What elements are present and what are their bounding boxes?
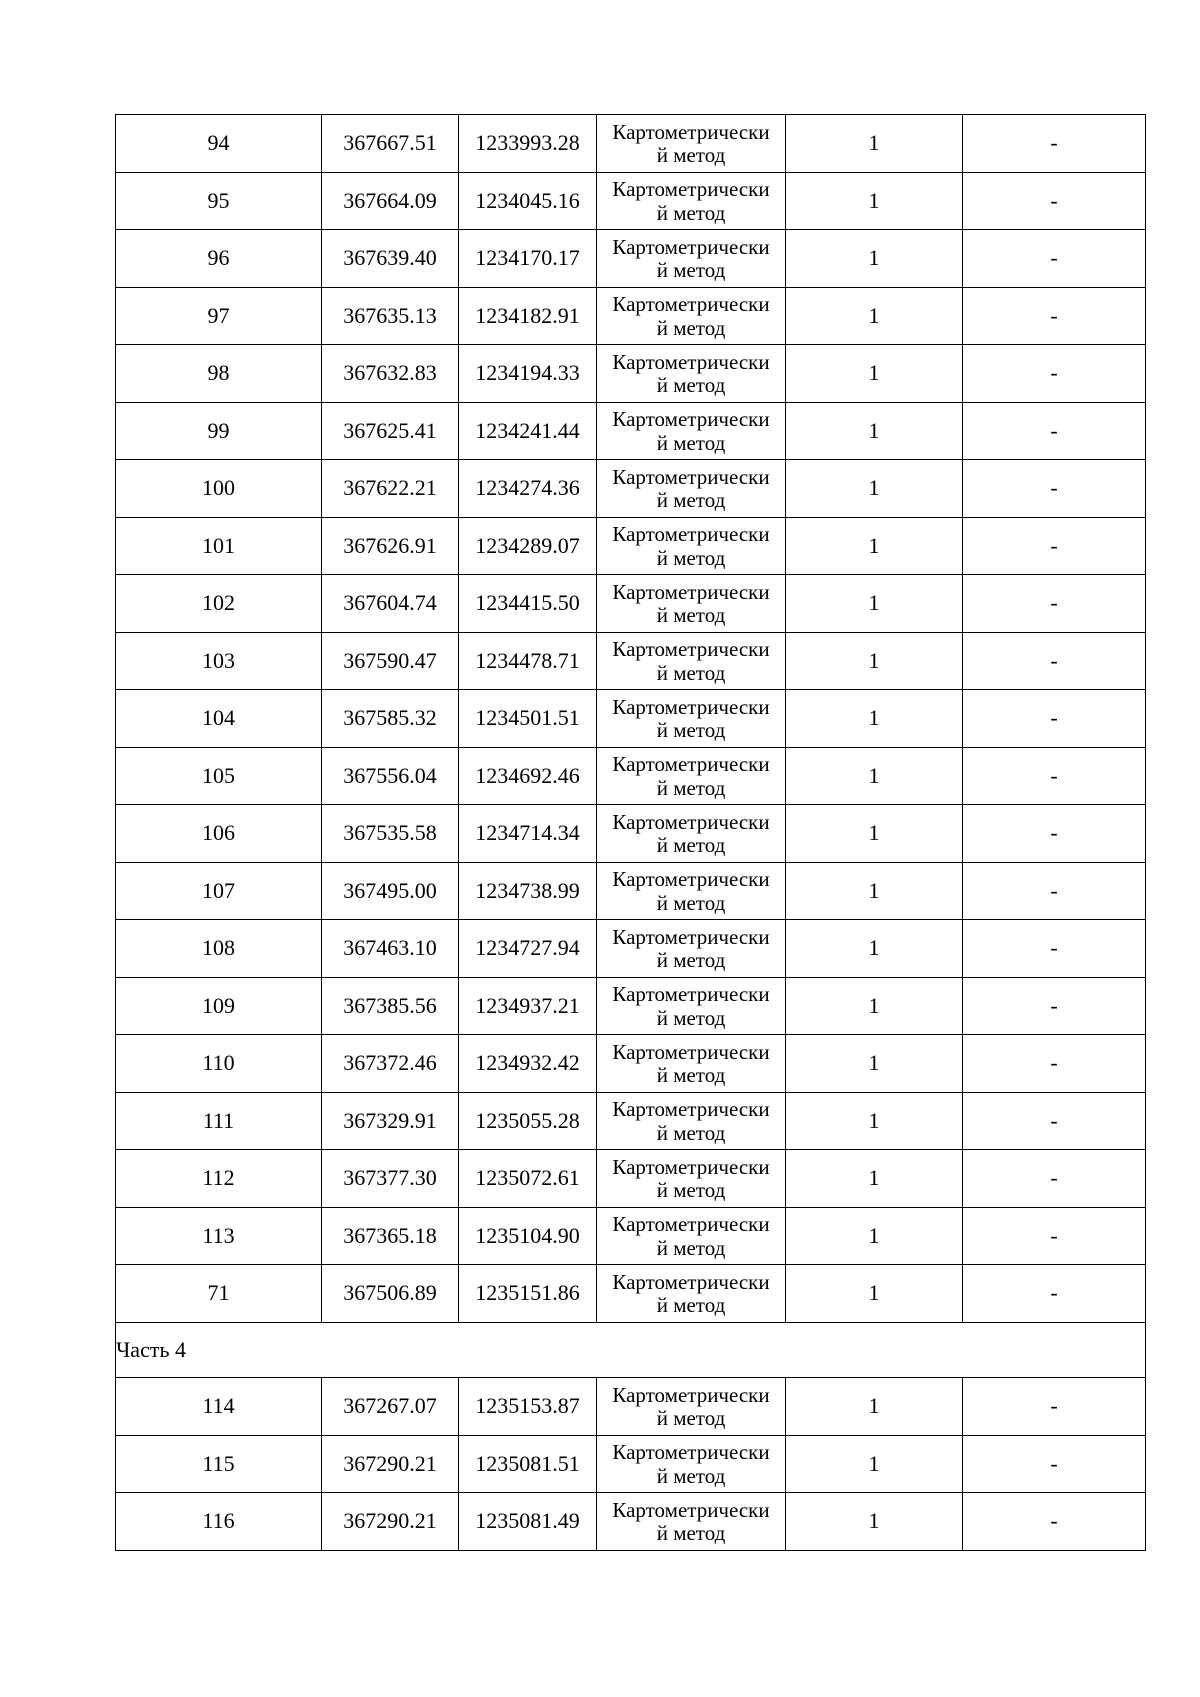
x-coordinate-cell: 367626.91 — [322, 517, 459, 575]
description-cell: - — [963, 575, 1146, 633]
method-line-1: Картометрически — [612, 1269, 770, 1294]
accuracy-cell: 1 — [786, 517, 963, 575]
section-label: Часть 4 — [116, 1322, 1146, 1378]
table-row — [116, 747, 1146, 805]
accuracy-cell: 1 — [786, 1435, 963, 1493]
description-cell: - — [963, 287, 1146, 345]
table-row — [116, 402, 1146, 460]
method-cell — [597, 1265, 786, 1323]
method-line-1: Картометрически — [612, 1097, 770, 1122]
method-cell — [597, 690, 786, 748]
point-number-cell: 101 — [116, 517, 322, 575]
method-line-2: й метод — [656, 200, 726, 225]
x-coordinate-cell: 367639.40 — [322, 230, 459, 288]
x-coordinate-cell: 367365.18 — [322, 1207, 459, 1265]
method-line-1: Картометрически — [612, 1039, 770, 1064]
description-cell: - — [963, 230, 1146, 288]
method-line-2: й метод — [656, 373, 726, 398]
method-line-2: й метод — [656, 1521, 726, 1546]
x-coordinate-cell: 367463.10 — [322, 920, 459, 978]
accuracy-cell: 1 — [786, 1493, 963, 1551]
table-row — [116, 977, 1146, 1035]
table-row — [116, 1378, 1146, 1436]
method-cell — [597, 460, 786, 518]
table-row — [116, 1435, 1146, 1493]
description-cell: - — [963, 1035, 1146, 1093]
description-cell: - — [963, 977, 1146, 1035]
y-coordinate-cell: 1234194.33 — [459, 345, 597, 403]
x-coordinate-cell: 367556.04 — [322, 747, 459, 805]
coordinates-table — [115, 114, 1146, 1551]
method-line-2: й метод — [656, 1463, 726, 1488]
accuracy-cell: 1 — [786, 977, 963, 1035]
method-line-1: Картометрически — [612, 982, 770, 1007]
y-coordinate-cell: 1235104.90 — [459, 1207, 597, 1265]
y-coordinate-cell: 1234182.91 — [459, 287, 597, 345]
point-number-cell: 115 — [116, 1435, 322, 1493]
method-line-1: Картометрически — [612, 694, 770, 719]
accuracy-cell: 1 — [786, 402, 963, 460]
table-row — [116, 1265, 1146, 1323]
point-number-cell: 107 — [116, 862, 322, 920]
x-coordinate-cell: 367667.51 — [322, 115, 459, 173]
accuracy-cell: 1 — [786, 690, 963, 748]
method-line-1: Картометрически — [612, 119, 770, 144]
description-cell: - — [963, 1150, 1146, 1208]
accuracy-cell: 1 — [786, 287, 963, 345]
description-cell: - — [963, 402, 1146, 460]
method-line-1: Картометрически — [612, 867, 770, 892]
table-row — [116, 172, 1146, 230]
description-cell: - — [963, 1207, 1146, 1265]
method-line-2: й метод — [656, 1293, 726, 1318]
method-line-2: й метод — [656, 775, 726, 800]
description-cell: - — [963, 1435, 1146, 1493]
method-cell — [597, 402, 786, 460]
table-row — [116, 460, 1146, 518]
x-coordinate-cell: 367604.74 — [322, 575, 459, 633]
y-coordinate-cell: 1234241.44 — [459, 402, 597, 460]
method-line-1: Картометрически — [612, 177, 770, 202]
table-row — [116, 575, 1146, 633]
method-line-1: Картометрически — [612, 1440, 770, 1465]
method-cell — [597, 172, 786, 230]
method-line-1: Картометрически — [612, 1497, 770, 1522]
accuracy-cell: 1 — [786, 1378, 963, 1436]
table-row — [116, 920, 1146, 978]
method-line-2: й метод — [656, 315, 726, 340]
y-coordinate-cell: 1235055.28 — [459, 1092, 597, 1150]
method-cell — [597, 1435, 786, 1493]
method-cell — [597, 345, 786, 403]
method-cell — [597, 1493, 786, 1551]
point-number-cell: 109 — [116, 977, 322, 1035]
method-line-2: й метод — [656, 1178, 726, 1203]
x-coordinate-cell: 367377.30 — [322, 1150, 459, 1208]
accuracy-cell: 1 — [786, 1035, 963, 1093]
method-line-1: Картометрически — [612, 579, 770, 604]
description-cell: - — [963, 1092, 1146, 1150]
x-coordinate-cell: 367535.58 — [322, 805, 459, 863]
method-line-1: Картометрически — [612, 522, 770, 547]
method-line-1: Картометрически — [612, 1382, 770, 1407]
table-row — [116, 805, 1146, 863]
point-number-cell: 110 — [116, 1035, 322, 1093]
description-cell: - — [963, 1265, 1146, 1323]
description-cell: - — [963, 1493, 1146, 1551]
x-coordinate-cell: 367625.41 — [322, 402, 459, 460]
method-cell — [597, 632, 786, 690]
point-number-cell: 100 — [116, 460, 322, 518]
table-row — [116, 690, 1146, 748]
y-coordinate-cell: 1234937.21 — [459, 977, 597, 1035]
point-number-cell: 105 — [116, 747, 322, 805]
x-coordinate-cell: 367585.32 — [322, 690, 459, 748]
accuracy-cell: 1 — [786, 1265, 963, 1323]
x-coordinate-cell: 367632.83 — [322, 345, 459, 403]
accuracy-cell: 1 — [786, 1092, 963, 1150]
x-coordinate-cell: 367329.91 — [322, 1092, 459, 1150]
description-cell: - — [963, 862, 1146, 920]
method-cell — [597, 115, 786, 173]
point-number-cell: 99 — [116, 402, 322, 460]
method-line-2: й метод — [656, 1120, 726, 1145]
y-coordinate-cell: 1233993.28 — [459, 115, 597, 173]
method-line-2: й метод — [656, 1005, 726, 1030]
method-cell — [597, 230, 786, 288]
x-coordinate-cell: 367372.46 — [322, 1035, 459, 1093]
accuracy-cell: 1 — [786, 230, 963, 288]
method-cell — [597, 920, 786, 978]
accuracy-cell: 1 — [786, 1207, 963, 1265]
x-coordinate-cell: 367635.13 — [322, 287, 459, 345]
method-line-1: Картометрически — [612, 464, 770, 489]
table-row — [116, 230, 1146, 288]
method-cell — [597, 1378, 786, 1436]
y-coordinate-cell: 1235072.61 — [459, 1150, 597, 1208]
method-line-1: Картометрически — [612, 637, 770, 662]
x-coordinate-cell: 367590.47 — [322, 632, 459, 690]
x-coordinate-cell: 367385.56 — [322, 977, 459, 1035]
method-cell — [597, 1207, 786, 1265]
description-cell: - — [963, 920, 1146, 978]
point-number-cell: 95 — [116, 172, 322, 230]
method-line-1: Картометрически — [612, 1212, 770, 1237]
point-number-cell: 98 — [116, 345, 322, 403]
y-coordinate-cell: 1234274.36 — [459, 460, 597, 518]
x-coordinate-cell: 367506.89 — [322, 1265, 459, 1323]
method-line-1: Картометрически — [612, 809, 770, 834]
section-row — [116, 1322, 1146, 1378]
y-coordinate-cell: 1234738.99 — [459, 862, 597, 920]
point-number-cell: 104 — [116, 690, 322, 748]
method-cell — [597, 1092, 786, 1150]
table-row — [116, 115, 1146, 173]
method-line-1: Картометрически — [612, 752, 770, 777]
method-cell — [597, 517, 786, 575]
table-row — [116, 632, 1146, 690]
method-cell — [597, 977, 786, 1035]
method-line-2: й метод — [656, 143, 726, 168]
table-row — [116, 1150, 1146, 1208]
table-row — [116, 517, 1146, 575]
coordinates-table-body — [116, 115, 1146, 1551]
y-coordinate-cell: 1234932.42 — [459, 1035, 597, 1093]
accuracy-cell: 1 — [786, 460, 963, 518]
method-line-2: й метод — [656, 545, 726, 570]
method-line-2: й метод — [656, 1063, 726, 1088]
accuracy-cell: 1 — [786, 632, 963, 690]
method-line-2: й метод — [656, 1235, 726, 1260]
method-line-1: Картометрически — [612, 292, 770, 317]
description-cell: - — [963, 632, 1146, 690]
accuracy-cell: 1 — [786, 115, 963, 173]
accuracy-cell: 1 — [786, 172, 963, 230]
method-line-2: й метод — [656, 488, 726, 513]
table-row — [116, 1207, 1146, 1265]
table-row — [116, 1493, 1146, 1551]
method-cell — [597, 1035, 786, 1093]
description-cell: - — [963, 1378, 1146, 1436]
method-line-2: й метод — [656, 833, 726, 858]
method-line-2: й метод — [656, 660, 726, 685]
x-coordinate-cell: 367495.00 — [322, 862, 459, 920]
point-number-cell: 103 — [116, 632, 322, 690]
method-cell — [597, 1150, 786, 1208]
y-coordinate-cell: 1235153.87 — [459, 1378, 597, 1436]
point-number-cell: 111 — [116, 1092, 322, 1150]
description-cell: - — [963, 345, 1146, 403]
method-line-2: й метод — [656, 430, 726, 455]
method-cell — [597, 747, 786, 805]
method-line-2: й метод — [656, 948, 726, 973]
accuracy-cell: 1 — [786, 1150, 963, 1208]
y-coordinate-cell: 1234289.07 — [459, 517, 597, 575]
x-coordinate-cell: 367267.07 — [322, 1378, 459, 1436]
method-line-1: Картометрически — [612, 1154, 770, 1179]
point-number-cell: 114 — [116, 1378, 322, 1436]
point-number-cell: 106 — [116, 805, 322, 863]
x-coordinate-cell: 367290.21 — [322, 1435, 459, 1493]
y-coordinate-cell: 1234727.94 — [459, 920, 597, 978]
accuracy-cell: 1 — [786, 345, 963, 403]
description-cell: - — [963, 805, 1146, 863]
y-coordinate-cell: 1235081.51 — [459, 1435, 597, 1493]
method-line-1: Картометрически — [612, 407, 770, 432]
y-coordinate-cell: 1234045.16 — [459, 172, 597, 230]
method-line-1: Картометрически — [612, 349, 770, 374]
y-coordinate-cell: 1235151.86 — [459, 1265, 597, 1323]
method-line-2: й метод — [656, 1406, 726, 1431]
table-row — [116, 287, 1146, 345]
description-cell: - — [963, 747, 1146, 805]
description-cell: - — [963, 690, 1146, 748]
method-line-2: й метод — [656, 258, 726, 283]
point-number-cell: 97 — [116, 287, 322, 345]
method-line-2: й метод — [656, 603, 726, 628]
point-number-cell: 116 — [116, 1493, 322, 1551]
y-coordinate-cell: 1235081.49 — [459, 1493, 597, 1551]
point-number-cell: 112 — [116, 1150, 322, 1208]
point-number-cell: 113 — [116, 1207, 322, 1265]
y-coordinate-cell: 1234501.51 — [459, 690, 597, 748]
y-coordinate-cell: 1234478.71 — [459, 632, 597, 690]
table-row — [116, 1092, 1146, 1150]
y-coordinate-cell: 1234692.46 — [459, 747, 597, 805]
y-coordinate-cell: 1234415.50 — [459, 575, 597, 633]
table-row — [116, 1035, 1146, 1093]
point-number-cell: 102 — [116, 575, 322, 633]
accuracy-cell: 1 — [786, 575, 963, 633]
point-number-cell: 71 — [116, 1265, 322, 1323]
method-line-2: й метод — [656, 890, 726, 915]
y-coordinate-cell: 1234170.17 — [459, 230, 597, 288]
method-cell — [597, 575, 786, 633]
point-number-cell: 96 — [116, 230, 322, 288]
table-row — [116, 862, 1146, 920]
method-line-2: й метод — [656, 718, 726, 743]
method-line-1: Картометрически — [612, 234, 770, 259]
method-cell — [597, 805, 786, 863]
x-coordinate-cell: 367622.21 — [322, 460, 459, 518]
method-line-1: Картометрически — [612, 924, 770, 949]
y-coordinate-cell: 1234714.34 — [459, 805, 597, 863]
point-number-cell: 94 — [116, 115, 322, 173]
x-coordinate-cell: 367664.09 — [322, 172, 459, 230]
table-row — [116, 345, 1146, 403]
accuracy-cell: 1 — [786, 920, 963, 978]
description-cell: - — [963, 517, 1146, 575]
accuracy-cell: 1 — [786, 747, 963, 805]
description-cell: - — [963, 460, 1146, 518]
point-number-cell: 108 — [116, 920, 322, 978]
description-cell: - — [963, 115, 1146, 173]
x-coordinate-cell: 367290.21 — [322, 1493, 459, 1551]
description-cell: - — [963, 172, 1146, 230]
method-cell — [597, 862, 786, 920]
accuracy-cell: 1 — [786, 862, 963, 920]
method-cell — [597, 287, 786, 345]
accuracy-cell: 1 — [786, 805, 963, 863]
